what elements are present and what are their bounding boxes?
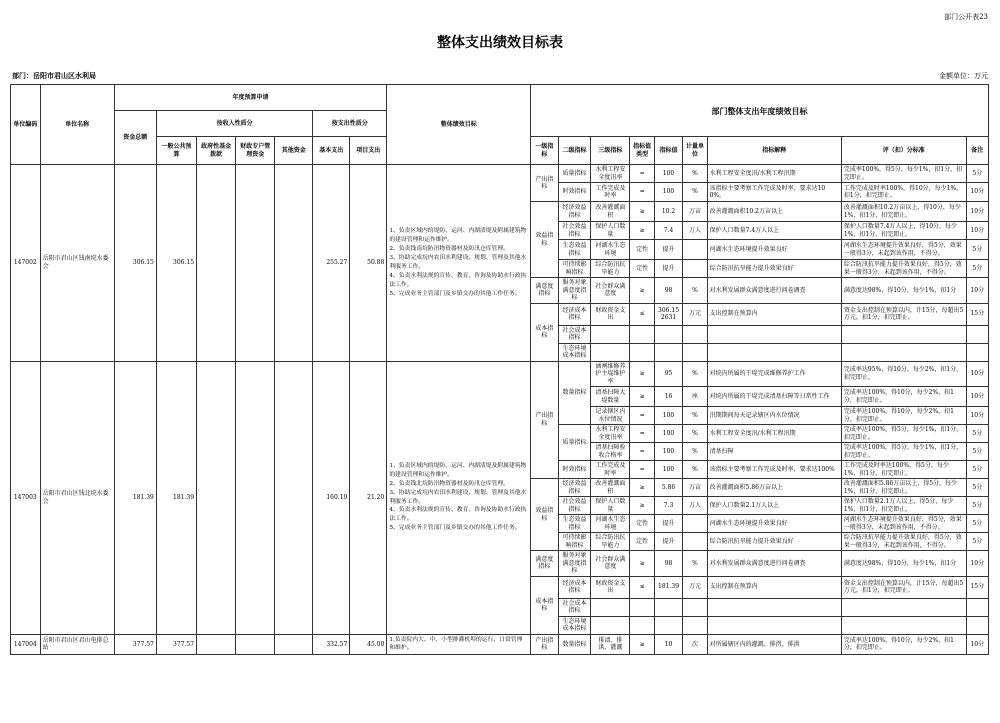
- indicator-level3-cell: [591, 343, 630, 361]
- indicator-level2-cell: 生态环境成本指标: [558, 616, 591, 634]
- indicator-unit-cell: %: [683, 407, 707, 425]
- indicator-type-cell: ≤: [630, 303, 654, 325]
- indicator-level3-cell: [591, 325, 630, 343]
- indicator-scoring-cell: [841, 598, 966, 616]
- indicator-level3-cell: 河湖水生态环境: [591, 240, 630, 260]
- indicator-unit-cell: [683, 260, 707, 278]
- indicator-remark-cell: 10分: [966, 183, 988, 202]
- table-row: [11, 361, 989, 387]
- special-fund-cell: [236, 165, 275, 362]
- indicator-unit-cell: [683, 533, 707, 551]
- other-fund-cell: [275, 165, 313, 362]
- indicator-scoring-cell: 完成率达100%，得10分，每少2%，扣1分，扣完即止。: [841, 634, 966, 655]
- indicator-level2-cell: 经济成本指标: [558, 303, 591, 325]
- indicator-level3-cell: 涵闸维修养护主堤维护率: [591, 361, 630, 387]
- indicator-level1-cell: 成本指标: [531, 303, 558, 361]
- indicator-remark-cell: 5分: [966, 425, 988, 443]
- col-level2: 二级指标: [558, 137, 591, 165]
- gov-fund-cell: [197, 165, 236, 362]
- indicator-value-cell: 7.4: [654, 222, 683, 240]
- col-value: 指标值: [654, 137, 683, 165]
- indicator-scoring-cell: 保护人口数量2.1万人以上，得5分，每少1%，扣1分，扣完即止。: [841, 497, 966, 515]
- table-row: [11, 634, 989, 655]
- indicator-type-cell: =: [630, 443, 654, 461]
- indicator-type-cell: ≥: [630, 387, 654, 407]
- indicator-level1-cell: 满意度指标: [531, 551, 558, 577]
- unit-code-cell: 147004: [11, 634, 41, 655]
- indicator-explanation-cell: [707, 598, 841, 616]
- indicator-type-cell: ≥: [630, 634, 654, 655]
- col-by-expense: 按支出性质分: [313, 111, 387, 137]
- gov-fund-cell: [197, 634, 236, 655]
- indicator-scoring-cell: 资金支出控制在预算以内，计15分，每超出5万元，扣1分，扣完即止。: [841, 576, 966, 598]
- indicator-scoring-cell: 完成率达95%，得10分，每少2%，扣1分，扣完即止。: [841, 361, 966, 387]
- indicator-unit-cell: [683, 325, 707, 343]
- indicator-unit-cell: [683, 598, 707, 616]
- indicator-explanation-cell: 改善灌溉面积10.2万亩以上: [707, 202, 841, 222]
- indicator-explanation-cell: 河湖水生态环境提升效果良好: [707, 240, 841, 260]
- indicator-value-cell: 提升: [654, 533, 683, 551]
- indicator-remark-cell: [966, 325, 988, 343]
- indicator-level2-cell: 数量指标: [558, 634, 591, 655]
- indicator-level3-cell: [591, 616, 630, 634]
- indicator-explanation-cell: 支出控制在预算内: [707, 303, 841, 325]
- indicator-value-cell: 5.86: [654, 479, 683, 497]
- indicator-unit-cell: 万元: [683, 303, 707, 325]
- indicator-remark-cell: 5分: [966, 515, 988, 533]
- indicator-type-cell: ≥: [630, 202, 654, 222]
- indicator-explanation-cell: 该指标主要考察工作完成及时率，要求达100%: [707, 461, 841, 479]
- indicator-remark-cell: 10分: [966, 222, 988, 240]
- indicator-explanation-cell: 该指标主要考察工作完成及时率，要求达100%。: [707, 183, 841, 202]
- col-dept-goal: 部门整体支出年度绩效目标: [531, 85, 989, 137]
- indicator-remark-cell: [966, 343, 988, 361]
- indicator-level3-cell: 改善灌溉面积: [591, 202, 630, 222]
- indicator-scoring-cell: 完成率100%，得5分，每少1%，扣1分，扣完即止。: [841, 165, 966, 183]
- indicator-level2-cell: 质量指标: [558, 425, 591, 461]
- indicator-level2-cell: 可持续影响指标: [558, 260, 591, 278]
- indicator-type-cell: [630, 598, 654, 616]
- indicator-unit-cell: 万元: [683, 576, 707, 598]
- indicator-type-cell: [630, 343, 654, 361]
- indicator-scoring-cell: 河湖水生态环境提升效果良好，得5分，效果一般得3分，未起到该作用，不得分。: [841, 515, 966, 533]
- indicator-value-cell: 100: [654, 443, 683, 461]
- indicator-value-cell: 10.2: [654, 202, 683, 222]
- indicator-level3-cell: [591, 598, 630, 616]
- indicator-level2-cell: 经济效益指标: [558, 479, 591, 497]
- indicator-level1-cell: 满意度指标: [531, 278, 558, 304]
- indicator-scoring-cell: 保护人口数量7.4万人以上，得10分，每少1%，扣1分，扣完即止。: [841, 222, 966, 240]
- indicator-unit-cell: %: [683, 183, 707, 202]
- indicator-remark-cell: 5分: [966, 260, 988, 278]
- indicator-level3-cell: 保护人口数量: [591, 497, 630, 515]
- indicator-value-cell: 100: [654, 165, 683, 183]
- department-label: 部门：岳阳市君山区水利局: [12, 71, 96, 80]
- indicator-level1-cell: 产出指标: [531, 165, 558, 202]
- indicator-type-cell: ≥: [630, 479, 654, 497]
- indicator-explanation-cell: [707, 616, 841, 634]
- indicator-level3-cell: 综合防汛抗旱能力: [591, 533, 630, 551]
- special-fund-cell: [236, 361, 275, 634]
- indicator-explanation-cell: 改善灌溉面积5.86万亩以上: [707, 479, 841, 497]
- indicator-unit-cell: %: [683, 551, 707, 577]
- unit-code-cell: 147003: [11, 361, 41, 634]
- indicator-unit-cell: [683, 240, 707, 260]
- indicator-level2-cell: 社会成本指标: [558, 598, 591, 616]
- overall-goal-cell: 1、负责区域内的堤防、运河、内湖渍堤及附属建筑物的建设管理和运作维护。 2、负责钱南垸防汛物资器材及防汛仓库管理。 3、协助完成垸内农田水利建设、规划、管理及其他水利服务工作。 4、负责水利法规的宣传、教育、咨询及协助水行政执法工作。 5、完成业务主管部门及乡镇交办的其他工作任务。: [387, 165, 531, 362]
- indicator-unit-cell: 万人: [683, 497, 707, 515]
- indicator-level1-cell: 效益指标: [531, 479, 558, 551]
- special-fund-cell: [236, 634, 275, 655]
- col-measure-unit: 计量单位: [683, 137, 707, 165]
- indicator-value-cell: 181.39: [654, 576, 683, 598]
- overall-goal-cell: 1.负责院内大、中、小型排灌机埠的运行、日常管理和维护。: [387, 634, 531, 655]
- col-unit-code: 单位编码: [11, 85, 41, 165]
- indicator-value-cell: 提升: [654, 260, 683, 278]
- indicator-explanation-cell: 对水利发展群众满意度进行问卷调查: [707, 278, 841, 304]
- indicator-value-cell: [654, 343, 683, 361]
- indicator-explanation-cell: [707, 343, 841, 361]
- col-gov-fund: 政府性基金拨款: [197, 137, 236, 165]
- indicator-value-cell: [654, 598, 683, 616]
- indicator-level2-cell: 生态环境成本指标: [558, 343, 591, 361]
- indicator-remark-cell: 5分: [966, 461, 988, 479]
- indicator-unit-cell: 座: [683, 387, 707, 407]
- indicator-type-cell: =: [630, 183, 654, 202]
- indicator-unit-cell: %: [683, 443, 707, 461]
- indicator-level3-cell: 财政资金支出: [591, 576, 630, 598]
- indicator-explanation-cell: 对垸内所属的干堤完成清基扫障等日常性工作: [707, 387, 841, 407]
- indicator-type-cell: =: [630, 407, 654, 425]
- indicator-level1-cell: 成本指标: [531, 576, 558, 634]
- indicator-explanation-cell: 综合防汛抗旱能力提升效果良好: [707, 533, 841, 551]
- indicator-type-cell: [630, 325, 654, 343]
- project-expense-cell: 21.20: [350, 361, 387, 634]
- indicator-level1-cell: 产出指标: [531, 634, 558, 655]
- unit-name-cell: 岳阳市君山区钱北垸水委会: [40, 361, 114, 634]
- indicator-level3-cell: 河湖水生态环境: [591, 515, 630, 533]
- col-explanation: 指标解释: [707, 137, 841, 165]
- indicator-unit-cell: 万亩: [683, 479, 707, 497]
- indicator-level3-cell: 财政资金支出: [591, 303, 630, 325]
- indicator-value-cell: 100: [654, 407, 683, 425]
- col-special-fund: 财政专户管理资金: [236, 137, 275, 165]
- indicator-scoring-cell: 完成率达100%，得10分，每少2%，扣1分，扣完即止。: [841, 387, 966, 407]
- indicator-unit-cell: [683, 343, 707, 361]
- indicator-level2-cell: 生态效益指标: [558, 240, 591, 260]
- indicator-unit-cell: [683, 616, 707, 634]
- col-project-expense: 项目支出: [350, 137, 387, 165]
- col-by-income: 按收入性质分: [156, 111, 312, 137]
- indicator-level2-cell: 质量指标: [558, 165, 591, 183]
- page-title: 整体支出绩效目标表: [437, 35, 563, 51]
- indicator-remark-cell: 5分: [966, 240, 988, 260]
- indicator-scoring-cell: 综合防汛抗旱能力提升效果良好，得5分，效果一般得3分，未起到该作用，不得分。: [841, 533, 966, 551]
- indicator-value-cell: 306.152631: [654, 303, 683, 325]
- indicator-type-cell: [630, 616, 654, 634]
- indicator-value-cell: 100: [654, 183, 683, 202]
- indicator-unit-cell: 万人: [683, 222, 707, 240]
- indicator-type-cell: ≥: [630, 278, 654, 304]
- unit-name-cell: 岳阳市君山区君山电排总站: [40, 634, 114, 655]
- indicator-type-cell: 定性: [630, 240, 654, 260]
- indicator-value-cell: 16: [654, 387, 683, 407]
- indicator-remark-cell: 5分: [966, 497, 988, 515]
- indicator-level2-cell: 服务对象满意度指标: [558, 551, 591, 577]
- indicator-value-cell: [654, 325, 683, 343]
- unit-name-cell: 岳阳市君山区钱南垸水委会: [40, 165, 114, 362]
- indicator-level3-cell: 工作完成及时率: [591, 461, 630, 479]
- indicator-remark-cell: 10分: [966, 278, 988, 304]
- indicator-level3-cell: 工作完成及时率: [591, 183, 630, 202]
- unit-code-cell: 147002: [11, 165, 41, 362]
- indicator-remark-cell: 5分: [966, 443, 988, 461]
- indicator-type-cell: 定性: [630, 533, 654, 551]
- col-scoring: 评（扣）分标准: [841, 137, 966, 165]
- indicator-scoring-cell: 工作完成及时率100%，得10分，每少1%，扣1分，扣完即止。: [841, 183, 966, 202]
- indicator-explanation-cell: 保护人口数量7.4万人以上: [707, 222, 841, 240]
- indicator-scoring-cell: 改善灌溉面积10.2万亩以上，得10分，每少1%，扣1分，扣完即止。: [841, 202, 966, 222]
- indicator-value-cell: 提升: [654, 515, 683, 533]
- col-basic-expense: 基本支出: [313, 137, 350, 165]
- indicator-remark-cell: [966, 598, 988, 616]
- general-budget-cell: 181.39: [156, 361, 196, 634]
- indicator-explanation-cell: 对垸内所属的干堤完成维修养护工作: [707, 361, 841, 387]
- indicator-scoring-cell: [841, 343, 966, 361]
- indicator-type-cell: 定性: [630, 260, 654, 278]
- col-level3: 三级指标: [591, 137, 630, 165]
- indicator-level2-cell: 可持续影响指标: [558, 533, 591, 551]
- amount-unit-label: 金额单位：万元: [939, 72, 988, 80]
- overall-goal-cell: 1、负责区域内的堤防、运河、内湖渍堤及附属建筑物的建设管理和运作维护。 2、负责钱北垸防汛物资器材及防汛仓库管理。 3、协助完成垸内农田水利建设、规划、管理及其他水利服务工作。 4、负责水利法规的宣传、教育、咨询及协助水行政执法工作。 5、完成业务主管部门及乡镇交办的其他工作任务。: [387, 361, 531, 634]
- indicator-explanation-cell: 清基扫障: [707, 443, 841, 461]
- table-row: [11, 165, 989, 183]
- indicator-remark-cell: 5分: [966, 533, 988, 551]
- indicator-scoring-cell: [841, 616, 966, 634]
- indicator-level1-cell: 产出指标: [531, 361, 558, 479]
- col-other-fund: 其他资金: [275, 137, 313, 165]
- indicator-unit-cell: %: [683, 361, 707, 387]
- gov-fund-cell: [197, 361, 236, 634]
- indicator-scoring-cell: 资金支出控制在预算以内，计15分，每超出5万元，扣1分，扣完即止。: [841, 303, 966, 325]
- col-remark: 备注: [966, 137, 988, 165]
- indicator-explanation-cell: 河湖水生态环境提升效果良好: [707, 515, 841, 533]
- indicator-value-cell: 100: [654, 461, 683, 479]
- indicator-scoring-cell: 满意度达98%，得10分，每少1%，扣1分: [841, 551, 966, 577]
- indicator-level2-cell: 服务对象满意度指标: [558, 278, 591, 304]
- indicator-level2-cell: 社会效益指标: [558, 497, 591, 515]
- indicator-level3-cell: 社会群众满意度: [591, 278, 630, 304]
- indicator-remark-cell: 15分: [966, 303, 988, 325]
- indicator-level2-cell: 时效指标: [558, 183, 591, 202]
- indicator-level3-cell: 清基扫障大堤数量: [591, 387, 630, 407]
- indicator-explanation-cell: 对水利发展群众满意度进行问卷调查: [707, 551, 841, 577]
- indicator-value-cell: 95: [654, 361, 683, 387]
- indicator-remark-cell: 10分: [966, 634, 988, 655]
- indicator-type-cell: =: [630, 461, 654, 479]
- indicator-level3-cell: 记录辖区内水位情况: [591, 407, 630, 425]
- table-number: 部门公开表23: [944, 13, 988, 21]
- col-total-funds: 资金总额: [114, 111, 156, 165]
- indicator-level2-cell: 社会效益指标: [558, 222, 591, 240]
- col-general-budget: 一般公共预算: [156, 137, 196, 165]
- indicator-unit-cell: %: [683, 425, 707, 443]
- basic-expense-cell: 255.27: [313, 165, 350, 362]
- indicator-level3-cell: 社会群众满意度: [591, 551, 630, 577]
- indicator-level3-cell: 改善灌溉面积: [591, 479, 630, 497]
- basic-expense-cell: 332.57: [313, 634, 350, 655]
- indicator-level3-cell: 水利工程安全度汛率: [591, 425, 630, 443]
- indicator-level1-cell: 效益指标: [531, 202, 558, 278]
- indicator-type-cell: ≤: [630, 576, 654, 598]
- indicator-scoring-cell: 满意度达98%，得10分，每少1%，扣1分: [841, 278, 966, 304]
- indicator-scoring-cell: 完成率达100%，得5分，每少1%，扣1分，扣完即止。: [841, 443, 966, 461]
- indicator-value-cell: 98: [654, 278, 683, 304]
- indicator-remark-cell: 5分: [966, 165, 988, 183]
- indicator-explanation-cell: 保护人口数量2.1万人以上: [707, 497, 841, 515]
- indicator-unit-cell: [683, 515, 707, 533]
- indicator-level2-cell: 生态效益指标: [558, 515, 591, 533]
- basic-expense-cell: 160.19: [313, 361, 350, 634]
- indicator-level2-cell: 经济效益指标: [558, 202, 591, 222]
- indicator-type-cell: =: [630, 425, 654, 443]
- indicator-level3-cell: 综合防汛抗旱能力: [591, 260, 630, 278]
- indicator-unit-cell: %: [683, 165, 707, 183]
- indicator-type-cell: 定性: [630, 515, 654, 533]
- other-fund-cell: [275, 634, 313, 655]
- indicator-type-cell: ≥: [630, 222, 654, 240]
- indicator-value-cell: 100: [654, 425, 683, 443]
- indicator-scoring-cell: 工作完成及时率达100%，得5分，每少1%，扣1分，扣完即止。: [841, 461, 966, 479]
- indicator-type-cell: ≥: [630, 497, 654, 515]
- indicator-unit-cell: 次: [683, 634, 707, 655]
- indicator-level3-cell: 水利工程安全度汛率: [591, 165, 630, 183]
- indicator-remark-cell: 15分: [966, 576, 988, 598]
- indicator-value-cell: 10: [654, 634, 683, 655]
- total-funds-cell: 377.57: [114, 634, 156, 655]
- indicator-unit-cell: %: [683, 278, 707, 304]
- indicator-remark-cell: [966, 616, 988, 634]
- indicator-scoring-cell: 改善灌溉面积5.86万亩以上，得5分，每少1%，扣1分，扣完即止。: [841, 479, 966, 497]
- indicator-type-cell: ≥: [630, 551, 654, 577]
- indicator-unit-cell: %: [683, 461, 707, 479]
- general-budget-cell: 306.15: [156, 165, 196, 362]
- indicator-value-cell: 98: [654, 551, 683, 577]
- indicator-scoring-cell: 完成率达100%，得5分，每少1%，扣1分，扣完即止。: [841, 425, 966, 443]
- indicator-explanation-cell: 汛期期间每天记录辖区内水位情况: [707, 407, 841, 425]
- project-expense-cell: 50.88: [350, 165, 387, 362]
- col-level1: 一级指标: [531, 137, 558, 165]
- indicator-remark-cell: 10分: [966, 551, 988, 577]
- indicator-scoring-cell: 综合防汛抗旱能力提升效果良好，得5分，效果一般得3分，未起到该作用，不得分。: [841, 260, 966, 278]
- indicator-value-cell: [654, 616, 683, 634]
- indicator-remark-cell: 10分: [966, 387, 988, 407]
- indicator-scoring-cell: [841, 325, 966, 343]
- project-expense-cell: 45.00: [350, 634, 387, 655]
- indicator-value-cell: 7.3: [654, 497, 683, 515]
- indicator-scoring-cell: 河湖水生态环境提升效果良好，得5分，效果一般得3分，未起到该作用，不得分。: [841, 240, 966, 260]
- performance-table: [10, 84, 989, 655]
- indicator-type-cell: ≥: [630, 361, 654, 387]
- indicator-level2-cell: 时效指标: [558, 461, 591, 479]
- indicator-remark-cell: 10分: [966, 202, 988, 222]
- indicator-unit-cell: 万亩: [683, 202, 707, 222]
- indicator-explanation-cell: 水利工程安全度汛/水利工程汛期: [707, 165, 841, 183]
- indicator-value-cell: 提升: [654, 240, 683, 260]
- indicator-level3-cell: 排渍、排洪、灌溉: [591, 634, 630, 655]
- indicator-remark-cell: 10分: [966, 361, 988, 387]
- general-budget-cell: 377.57: [156, 634, 196, 655]
- col-value-type: 指标值类型: [630, 137, 654, 165]
- indicator-level2-cell: 经济成本指标: [558, 576, 591, 598]
- indicator-level2-cell: 社会成本指标: [558, 325, 591, 343]
- indicator-explanation-cell: 水利工程安全度汛/水利工程汛期: [707, 425, 841, 443]
- indicator-type-cell: =: [630, 165, 654, 183]
- total-funds-cell: 181.39: [114, 361, 156, 634]
- indicator-explanation-cell: 综合防汛抗旱能力提升效果良好: [707, 260, 841, 278]
- other-fund-cell: [275, 361, 313, 634]
- indicator-remark-cell: 10分: [966, 407, 988, 425]
- indicator-level3-cell: 保护人口数量: [591, 222, 630, 240]
- indicator-explanation-cell: 对所属辖区内的灌溉、排涝、排洪: [707, 634, 841, 655]
- indicator-level3-cell: 清基扫障验收合格率: [591, 443, 630, 461]
- indicator-explanation-cell: 支出控制在预算内: [707, 576, 841, 598]
- indicator-level2-cell: 数量指标: [558, 361, 591, 425]
- indicator-explanation-cell: [707, 325, 841, 343]
- col-unit-name: 单位名称: [40, 85, 114, 165]
- indicator-remark-cell: 5分: [966, 479, 988, 497]
- total-funds-cell: 306.15: [114, 165, 156, 362]
- col-annual-budget: 年度预算申请: [114, 85, 387, 111]
- indicator-scoring-cell: 完成率达100%，得10分，每少2%，扣1分，扣完即止。: [841, 407, 966, 425]
- col-overall-goal: 整体绩效目标: [387, 85, 531, 165]
